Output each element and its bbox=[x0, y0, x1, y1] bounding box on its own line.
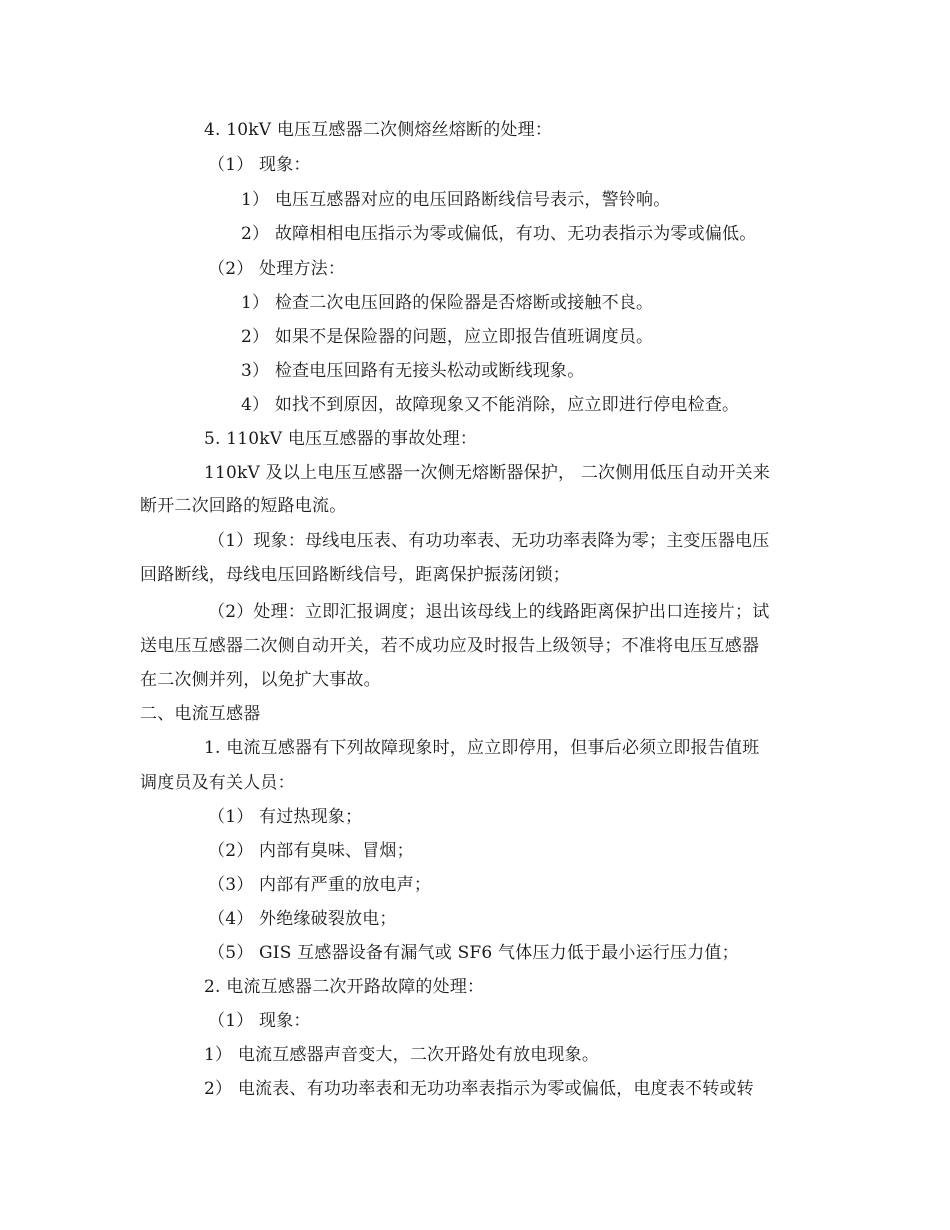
list-item: （5） GIS 互感器设备有漏气或 SF6 气体压力低于最小运行压力值； bbox=[208, 943, 739, 963]
paragraph-line: 110kV 及以上电压互感器一次侧无熔断器保护， 二次侧用低压自动开关来 bbox=[204, 463, 771, 483]
list-item: 1） 检查二次电压回路的保险器是否熔断或接触不良。 bbox=[241, 293, 654, 313]
list-item: 2） 如果不是保险器的问题，应立即报告值班调度员。 bbox=[241, 327, 654, 347]
subheading: （1） 现象： bbox=[208, 155, 311, 175]
paragraph-line: 送电压互感器二次侧自动开关，若不成功应及时报告上级领导；不准将电压互感器 bbox=[140, 636, 760, 656]
list-item: 2） 电流表、有功功率表和无功功率表指示为零或偏低，电度表不转或转 bbox=[204, 1079, 754, 1099]
section-heading: 5. 110kV 电压互感器的事故处理： bbox=[204, 429, 478, 449]
list-item: 4） 如找不到原因，故障现象又不能消除，应立即进行停电检查。 bbox=[241, 395, 740, 415]
subheading: （2） 处理方法： bbox=[208, 259, 346, 279]
paragraph-line: （1）现象：母线电压表、有功功率表、无功功率表降为零；主变压器电压 bbox=[208, 531, 770, 551]
paragraph-line: 调度员及有关人员： bbox=[140, 773, 295, 793]
list-item: （4） 外绝缘破裂放电； bbox=[208, 909, 397, 929]
list-item: （3） 内部有严重的放电声； bbox=[208, 875, 432, 895]
section-heading: 4. 10kV 电压互感器二次侧熔丝熔断的处理： bbox=[204, 120, 553, 140]
paragraph-line: 在二次侧并列，以免扩大事故。 bbox=[140, 670, 381, 690]
section-heading: 1. 电流互感器有下列故障现象时，应立即停用，但事后必须立即报告值班 bbox=[204, 738, 760, 758]
chapter-heading: 二、电流互感器 bbox=[140, 704, 261, 724]
list-item: （2） 内部有臭味、冒烟； bbox=[208, 841, 414, 861]
paragraph-line: （2）处理：立即汇报调度；退出该母线上的线路距离保护出口连接片；试 bbox=[208, 602, 770, 622]
subheading: （1） 现象： bbox=[208, 1011, 311, 1031]
list-item: （1） 有过热现象； bbox=[208, 807, 363, 827]
list-item: 3） 检查电压回路有无接头松动或断线现象。 bbox=[241, 361, 585, 381]
paragraph-line: 回路断线，母线电压回路断线信号，距离保护振荡闭锁； bbox=[140, 565, 570, 585]
list-item: 2） 故障相相电压指示为零或偏低，有功、无功表指示为零或偏低。 bbox=[241, 224, 757, 244]
section-heading: 2. 电流互感器二次开路故障的处理： bbox=[204, 977, 485, 997]
list-item: 1） 电流互感器声音变大，二次开路处有放电现象。 bbox=[204, 1045, 600, 1065]
list-item: 1） 电压互感器对应的电压回路断线信号表示，警铃响。 bbox=[241, 190, 671, 210]
paragraph-line: 断开二次回路的短路电流。 bbox=[140, 496, 347, 516]
